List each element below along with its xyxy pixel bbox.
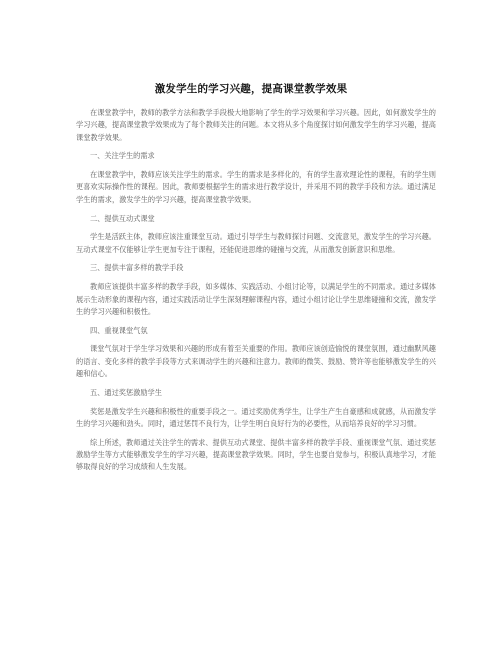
section-body-4: 课堂气氛对于学生学习效果和兴趣的形成有着至关重要的作用。教师应该创造愉悦的课堂氛围，通过幽默风趣的语言、变化多样的教学手段等方式来调动学生的兴趣和注意力。教师的微笑、鼓励、赞许等也能够激发学生的兴趣和信心。 [76,344,436,379]
conclusion-paragraph: 综上所述，教师通过关注学生的需求、提供互动式课堂、提供丰富多样的教学手段、重视课堂气氛、通过奖惩激励学生等方式能够激发学生的学习兴趣，提高课堂教学效果。同时，学生也要自觉参与，积极认真地学习，才能够取得良好的学习成绩和人生发展。 [76,437,436,472]
section-body-3: 教师应该提供丰富多样的教学手段，如多媒体、实践活动、小组讨论等，以满足学生的不同需求。通过多媒体展示生动形象的课程内容，通过实践活动让学生深刻理解课程内容，通过小组讨论让学生思维碰撞和交流，激发学生的学习兴趣和积极性。 [76,282,436,316]
section-heading-1: 一、关注学生的需求 [90,151,155,161]
section-heading-5: 五、通过奖惩激励学生 [90,387,162,397]
section-body-2: 学生是活跃主体，教师应该注重课堂互动。通过引导学生与教师探讨问题、交流意见，激发学生的学习兴趣。互动式课堂不仅能够让学生更加专注于课程，还能促进思维的碰撞与交流，从而激发创新意识和思维。 [76,232,436,254]
section-body-1: 在课堂教学中，教师应该关注学生的需求。学生的需求是多样化的，有的学生喜欢理论性的课程，有的学生则更喜欢实际操作性的课程。因此，教师要根据学生的需求进行教学设计，并采用不同的教学手段和方法。通过满足学生的需求，激发学生的学习兴趣，提高课堂教学效果。 [76,170,436,204]
section-heading-4: 四、重视课堂气氛 [90,325,148,335]
section-body-5: 奖惩是激发学生兴趣和积极性的重要手段之一。通过奖励优秀学生，让学生产生自豪感和成就感，从而激发学生的学习兴趣和劲头。同时，通过惩罚不良行为，让学生明白良好行为的必要性，从而培养良好的学习习惯。 [76,406,436,428]
section-heading-2: 二、提供互动式课堂 [90,213,155,223]
intro-paragraph: 在课堂教学中，教师的教学方法和教学手段极大地影响了学生的学习效果和学习兴趣。因此，如何激发学生的学习兴趣，提高课堂教学效果成为了每个教师关注的问题。本文将从多个角度探讨如何激发学生的学习兴趣，提高课堂教学效果。 [76,108,436,142]
document-body [76,107,436,480]
section-heading-3: 三、提供丰富多样的教学手段 [90,263,184,273]
document-title: 激发学生的学习兴趣，提高课堂教学效果 [154,83,348,95]
